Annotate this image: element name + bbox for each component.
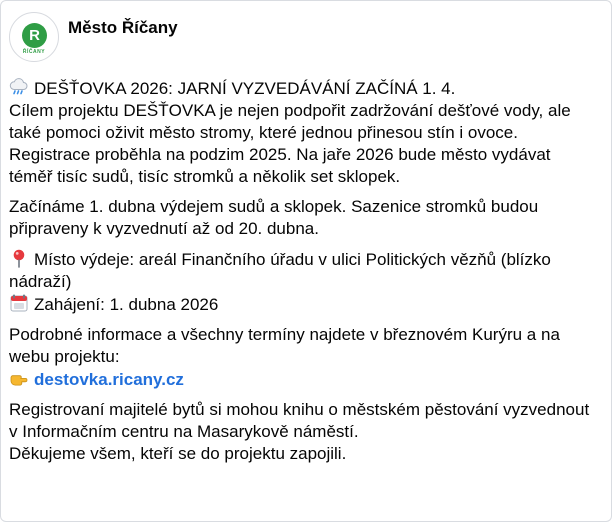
pin-icon bbox=[9, 248, 29, 268]
date-line bbox=[9, 293, 597, 316]
post-header bbox=[9, 12, 603, 68]
page-avatar[interactable] bbox=[9, 12, 59, 62]
post-body bbox=[9, 77, 597, 465]
calendar-icon bbox=[9, 293, 29, 313]
location-line bbox=[9, 248, 597, 293]
pointing-hand-icon bbox=[9, 368, 29, 388]
date-text: Zahájení: 1. dubna 2026 bbox=[34, 295, 219, 314]
rain-cloud-icon bbox=[9, 77, 29, 97]
logo-letter: R bbox=[22, 23, 47, 48]
post-title-line bbox=[9, 77, 597, 100]
book-paragraph: Registrovaní majitelé bytů si mohou knihu o městském pěstování vyzvednout v Informačním centru na Masarykově náměstí. bbox=[9, 400, 590, 441]
info-paragraph: Podrobné informace a všechny termíny najdete v březnovém Kurýru a na webu projektu: bbox=[9, 325, 560, 366]
thanks-line: Děkujeme všem, kteří se do projektu zapojili. bbox=[9, 444, 347, 463]
logo-text: ŘÍČANY bbox=[22, 49, 46, 55]
intro-paragraph: Cílem projektu DEŠŤOVKA je nejen podpořit zadržování dešťové vody, ale také pomoci oživit město stromy, které jednou přinesou stín i ovoce. Registrace proběhla na podzim 2025. Na jaře 2026 bude město vydávat téměř tisíc sudů, tisíc stromků a několik set sklopek. bbox=[9, 101, 571, 186]
link-line bbox=[9, 368, 597, 391]
page-name[interactable]: Město Říčany bbox=[68, 18, 178, 37]
project-link[interactable]: destovka.ricany.cz bbox=[34, 370, 184, 389]
post-title: DEŠŤOVKA 2026: JARNÍ VYZVEDÁVÁNÍ ZAČÍNÁ 1. 4. bbox=[34, 79, 456, 98]
start-paragraph: Začínáme 1. dubna výdejem sudů a sklopek. Sazenice stromků budou připraveny k vyzvednutí až od 20. dubna. bbox=[9, 197, 539, 238]
location-text: Místo výdeje: areál Finančního úřadu v ulici Politických vězňů (blízko nádraží) bbox=[9, 250, 551, 291]
